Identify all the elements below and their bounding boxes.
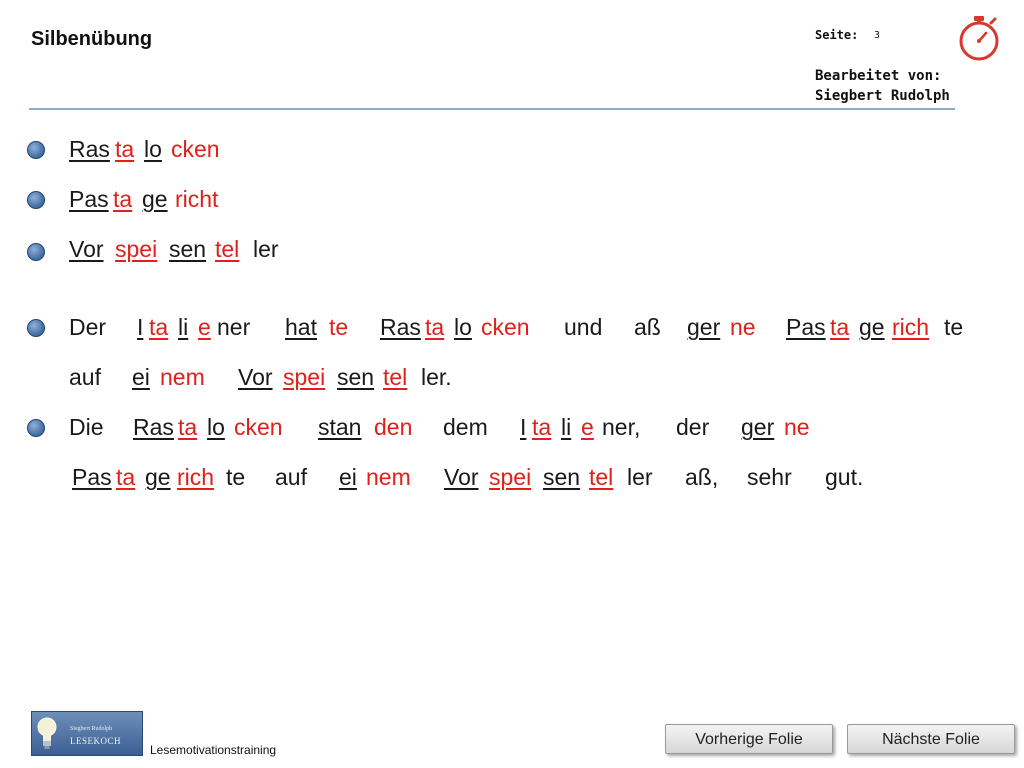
syllable: dem bbox=[443, 414, 488, 440]
syllable: nem bbox=[366, 464, 411, 490]
logo-author: Siegbert Rudolph bbox=[70, 726, 113, 732]
syllable: ta bbox=[116, 464, 136, 490]
syllable: ta bbox=[149, 314, 169, 340]
exercise-line-3 bbox=[0, 234, 1024, 264]
syllable: lo bbox=[207, 414, 225, 440]
syllable: ge bbox=[145, 464, 171, 490]
footer-caption: Lesemotivationstraining bbox=[150, 743, 277, 757]
syllable: Pas bbox=[69, 186, 109, 212]
syllable: ner bbox=[217, 314, 251, 340]
syllable: cken bbox=[171, 136, 220, 162]
syllable: I bbox=[137, 314, 144, 340]
syllable: ne bbox=[784, 414, 810, 440]
syllable: ta bbox=[425, 314, 445, 340]
syllable: e bbox=[198, 314, 211, 340]
syllable: aß, bbox=[685, 464, 719, 490]
next-slide-button[interactable]: Nächste Folie bbox=[847, 724, 1015, 754]
syllable: Ras bbox=[133, 414, 174, 440]
edited-by-label: Bearbeitet von: bbox=[815, 68, 942, 84]
syllable: ta bbox=[178, 414, 198, 440]
syllable: te bbox=[944, 314, 964, 340]
page-label: Seite: bbox=[815, 28, 859, 42]
syllable: Pas bbox=[72, 464, 112, 490]
syllable: ne bbox=[730, 314, 756, 340]
syllable: te bbox=[226, 464, 246, 490]
syllable: ta bbox=[830, 314, 850, 340]
syllable: sen bbox=[337, 364, 375, 390]
syllable: Ras bbox=[69, 136, 110, 162]
stopwatch-icon[interactable] bbox=[955, 14, 1003, 62]
syllable: den bbox=[374, 414, 413, 440]
syllable: lo bbox=[454, 314, 472, 340]
syllable: hat bbox=[285, 314, 317, 340]
syllable: spei bbox=[115, 236, 158, 262]
syllable: gut. bbox=[825, 464, 864, 490]
syllable: tel bbox=[589, 464, 614, 490]
syllable: Vor bbox=[69, 236, 104, 262]
syllable: ger bbox=[687, 314, 721, 340]
syllable: ler. bbox=[421, 364, 452, 390]
syllable: Ras bbox=[380, 314, 421, 340]
exercise-line-6 bbox=[0, 412, 1024, 442]
syllable: auf bbox=[275, 464, 307, 490]
syllable: tel bbox=[215, 236, 240, 262]
syllable: ei bbox=[339, 464, 357, 490]
syllable: ge bbox=[142, 186, 168, 212]
syllable: ta bbox=[115, 136, 135, 162]
syllable: und bbox=[564, 314, 603, 340]
syllable: sen bbox=[169, 236, 207, 262]
syllable: Vor bbox=[238, 364, 273, 390]
syllable: te bbox=[329, 314, 349, 340]
syllable: nem bbox=[160, 364, 205, 390]
syllable: ei bbox=[132, 364, 150, 390]
syllable: li bbox=[561, 414, 572, 440]
page-number: 3 bbox=[874, 30, 881, 41]
syllable: spei bbox=[489, 464, 532, 490]
syllable: ler bbox=[627, 464, 653, 490]
header-divider bbox=[29, 108, 955, 110]
syllable: cken bbox=[481, 314, 530, 340]
syllable: ner, bbox=[602, 414, 641, 440]
lesekoch-logo bbox=[31, 711, 143, 756]
syllable: li bbox=[178, 314, 189, 340]
syllable: stan bbox=[318, 414, 362, 440]
exercise-line-2 bbox=[0, 184, 1024, 214]
syllable: cken bbox=[234, 414, 283, 440]
syllable: ler bbox=[253, 236, 279, 262]
syllable: rich bbox=[892, 314, 930, 340]
previous-slide-button[interactable]: Vorherige Folie bbox=[665, 724, 833, 754]
syllable: rich bbox=[177, 464, 215, 490]
syllable: auf bbox=[69, 364, 101, 390]
syllable: tel bbox=[383, 364, 408, 390]
syllable: der bbox=[676, 414, 710, 440]
exercise-line-1 bbox=[0, 134, 1024, 164]
syllable: spei bbox=[283, 364, 326, 390]
syllable: e bbox=[581, 414, 594, 440]
edited-by-name: Siegbert Rudolph bbox=[815, 88, 950, 104]
exercise-line-4 bbox=[0, 312, 1024, 342]
syllable: Vor bbox=[444, 464, 479, 490]
syllable: ge bbox=[859, 314, 885, 340]
syllable: aß bbox=[634, 314, 661, 340]
syllable: sen bbox=[543, 464, 581, 490]
syllable: richt bbox=[175, 186, 219, 212]
exercise-line-5 bbox=[0, 362, 1024, 392]
syllable: I bbox=[520, 414, 527, 440]
syllable: Die bbox=[69, 414, 104, 440]
syllable: ta bbox=[532, 414, 552, 440]
syllable: lo bbox=[144, 136, 162, 162]
logo-brand: LESEKOCH bbox=[70, 736, 121, 746]
lightbulb-icon bbox=[36, 716, 58, 752]
page-title: Silbenübung bbox=[31, 28, 153, 50]
syllable: ta bbox=[113, 186, 133, 212]
syllable: sehr bbox=[747, 464, 792, 490]
exercise-line-7 bbox=[0, 462, 1024, 492]
syllable: ger bbox=[741, 414, 775, 440]
syllable: Pas bbox=[786, 314, 826, 340]
syllable: Der bbox=[69, 314, 107, 340]
